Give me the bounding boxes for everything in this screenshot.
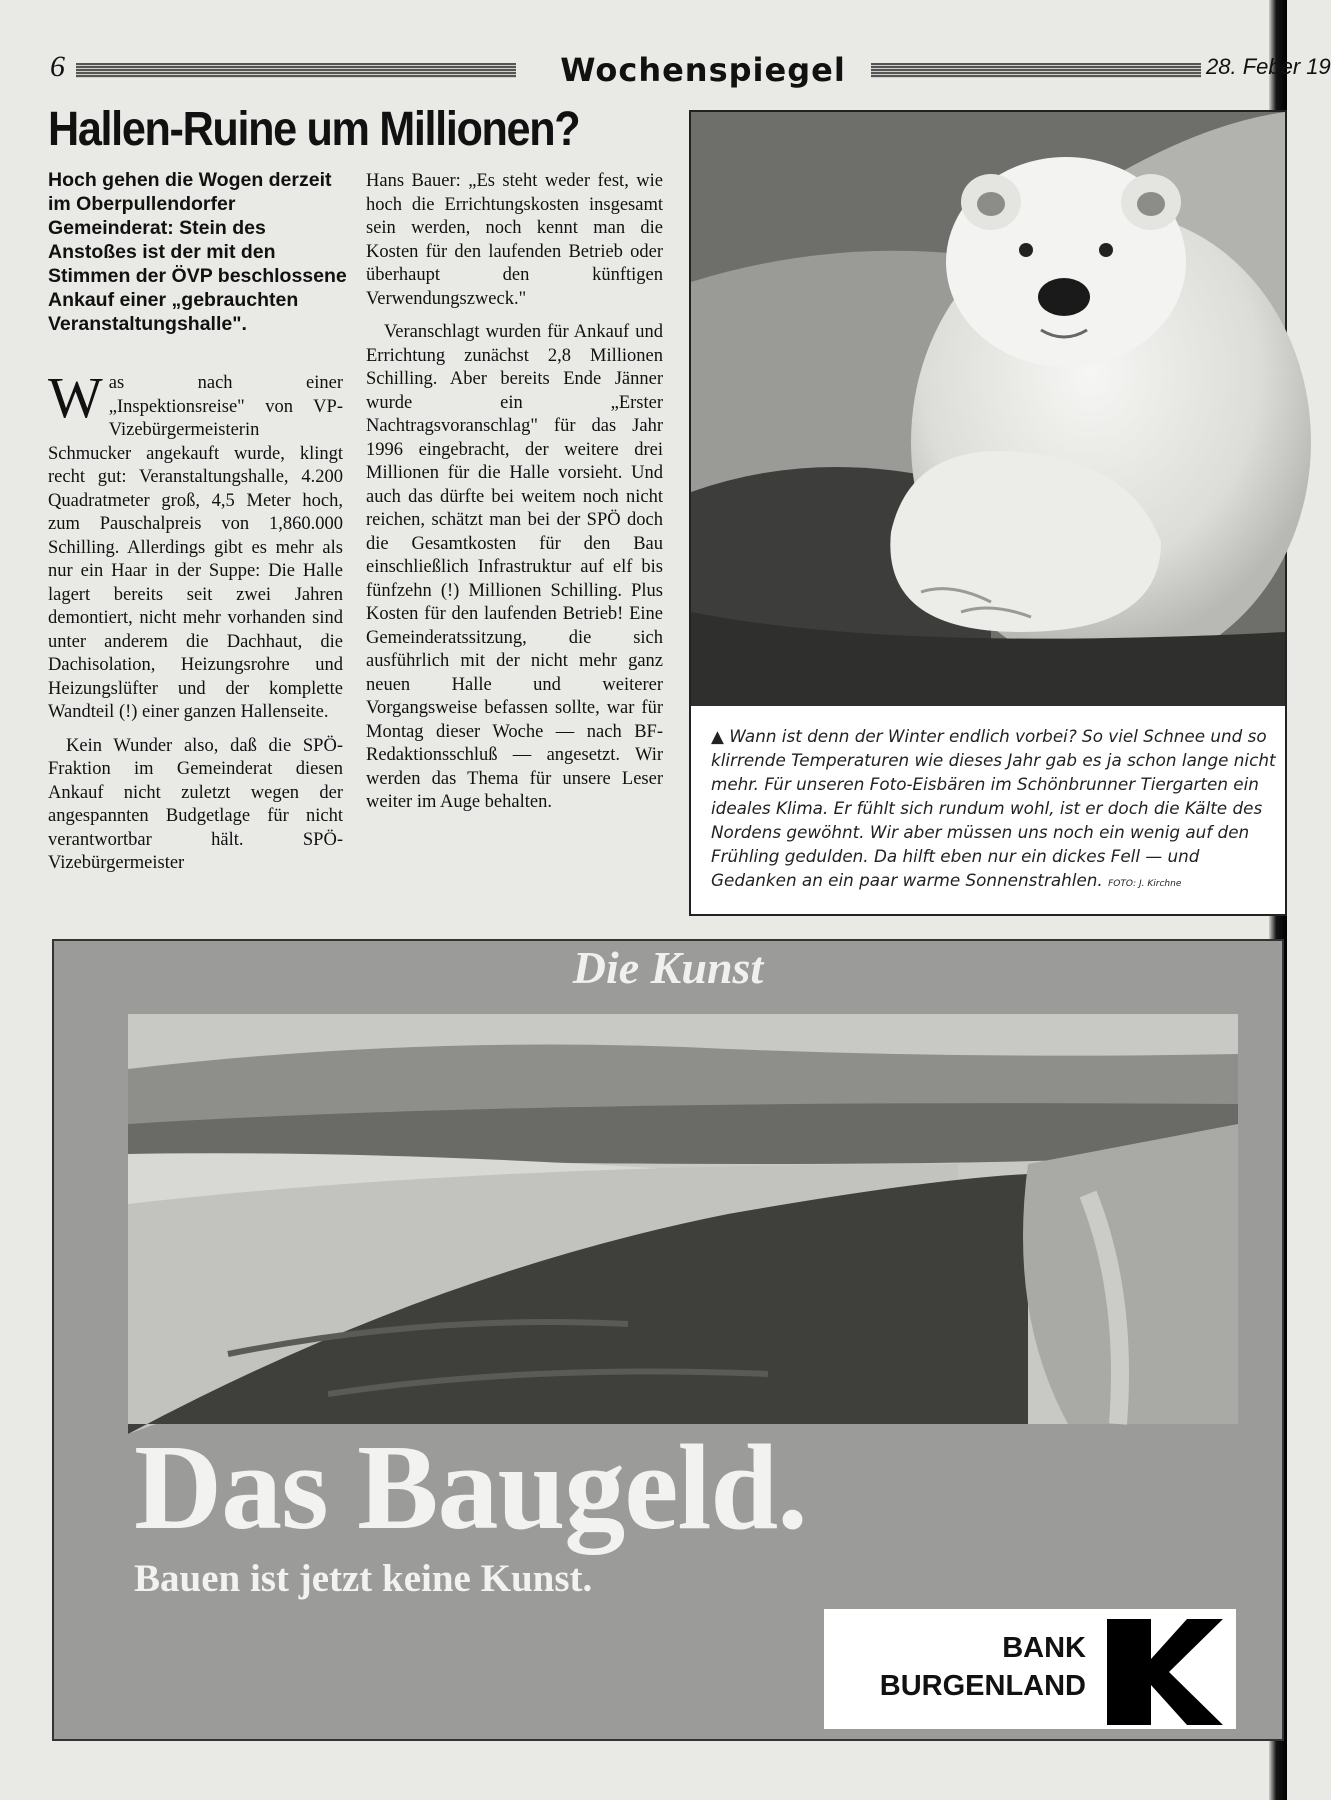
col1-paragraph-1: as nach einer „Inspektionsreise" von VP-Vizebürgermeisterin Schmucker angekauft wurde, klingt recht gut: Veranstaltungshalle, 4.200 Quadratmeter groß, 4,5 Meter hoch, zum Pauschalpreis von 1,860.000 Schilling. Allerdings gibt es mehr als nur ein Haar in der Suppe: Die Halle lagert bereits seit zwei Jahren demontiert, nicht mehr vorhanden sind unter anderem die Dachhaut, die Dachisolation, Heizungsrohre und Heizungslüfter und der komplette Wandteil (!) einer ganzen Hallenseite. bbox=[48, 373, 343, 722]
bank-name bbox=[836, 1629, 1086, 1705]
col2-paragraph-1: Hans Bauer: „Es steht weder fest, wie hoch die Errichtungskosten insgesamt sein werden, noch kennt man die Kosten für den laufenden Betrieb oder überhaupt den künftigen Verwendungszweck." bbox=[366, 171, 663, 309]
bank-name-line-2: BURGENLAND bbox=[879, 1670, 1086, 1702]
ad-title: Das Baugeld. bbox=[134, 1420, 807, 1555]
polar-bear-photo bbox=[691, 112, 1285, 706]
landscape-image bbox=[128, 1014, 1238, 1424]
caption-text: ▲ Wann ist denn der Winter endlich vorbei? So viel Schnee und so klirrende Temperaturen wie dieses Jahr gab es ja schon lange nicht mehr. Für unseren Foto-Eisbären im Schönbrunner Tiergarten ein ideales Klima. Er fühlt sich rundum wohl, ist er doch die Kälte des Nordens gewöhnt. Wir aber müssen uns noch ein wenig auf den Frühling gedulden. Da hilft eben nur ein dickes Fell — und Gedanken an ein paar warme Sonnenstrahlen. bbox=[711, 726, 1276, 890]
masthead-rule-right bbox=[871, 63, 1201, 78]
bank-logo-icon bbox=[1107, 1619, 1223, 1725]
ad-kicker: Die Kunst bbox=[572, 942, 764, 993]
article-lead: Hoch gehen die Wogen derzeit im Oberpullendorfer Gemeinderat: Stein des Anstoßes ist der mit den Stimmen der ÖVP beschlossene Ankauf einer „gebrauchten Veranstaltungshalle". bbox=[48, 169, 347, 335]
col1-paragraph-2: Kein Wunder also, daß die SPÖ-Fraktion im Gemeinderat diesen Ankauf nicht zuletzt wegen der angespannten Budgetlage für nicht verantwortbar hält. SPÖ-Vizebürgermeister bbox=[48, 735, 343, 873]
bank-logo-panel bbox=[824, 1609, 1236, 1729]
issue-date: 28. Feber 19 bbox=[1206, 54, 1331, 79]
col2-paragraph-2: Veranschlagt wurden für Ankauf und Errichtung zunächst 2,8 Millionen Schilling. Aber bereits Ende Jänner wurde ein „Erster Nachtragsvoranschlag" für das Jahr 1996 eingebracht, der weitere drei Millionen für die Halle vorsieht. Und auch das dürfte bei weitem noch nicht reichen, schätzt man bei der SPÖ doch die Gesamtkosten für den Bau einschließlich Infrastruktur auf elf bis fünfzehn (!) Millionen Schilling. Plus Kosten für den laufenden Betrieb! Eine Gemeinderatssitzung, die sich ausführlich mit der nicht mehr ganz neuen Halle und weiterer Vorgangsweise befassen sollte, war für Montag dieser Woche — nach BF-Redaktionsschluß — angesetzt. Wir werden das Thema für unsere Leser weiter im Auge behalten. bbox=[366, 322, 663, 812]
bank-advertisement bbox=[52, 939, 1284, 1741]
photo-caption bbox=[711, 724, 1279, 896]
bank-name-line-1: BANK bbox=[1002, 1632, 1086, 1664]
article-headline: Hallen-Ruine um Millionen? bbox=[48, 103, 580, 156]
ad-subtitle: Bauen ist jetzt keine Kunst. bbox=[134, 1557, 593, 1600]
page-number: 6 bbox=[50, 50, 65, 83]
photo-credit: FOTO: J. Kirchne bbox=[1108, 879, 1182, 889]
drop-cap: W bbox=[48, 365, 103, 430]
masthead-title: Wochenspiegel bbox=[560, 51, 846, 89]
masthead-rule-left bbox=[76, 63, 516, 78]
landscape-painting bbox=[128, 1014, 1238, 1424]
polar-bear-image bbox=[691, 112, 1285, 706]
article-column-2 bbox=[366, 170, 663, 825]
article-column-1 bbox=[48, 365, 343, 886]
photo-box bbox=[689, 110, 1287, 916]
masthead bbox=[48, 50, 1331, 90]
